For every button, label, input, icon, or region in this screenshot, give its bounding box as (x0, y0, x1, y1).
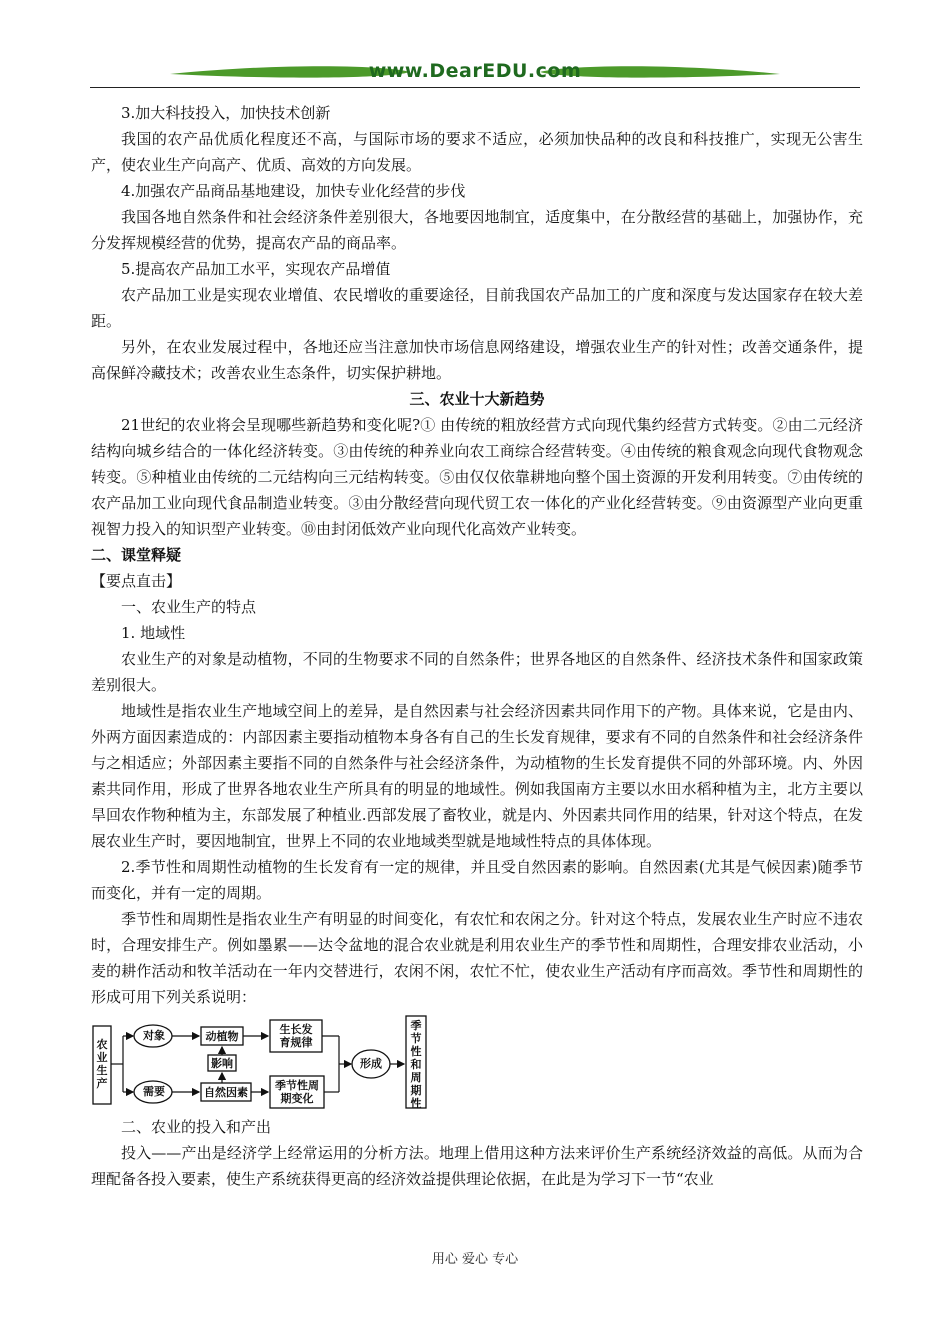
paragraph: 21世纪的农业将会呈现哪些新趋势和变化呢?① 由传统的粗放经营方式向现代集约经营方式转变。②由二元经济结构向城乡结合的一体化经济转变。③由传统的种养业向农工商综合经营转变。④由传统的粮食观念向现代食物观念转变。⑤种植业由传统的二元结构向三元结构转变。⑤由仅仅依靠耕地向整个国土资源的开发利用转变。⑦由传统的农产品加工业向现代食品制造业转变。③由分散经营向现代贸工农一体化的产业化经营转变。⑨由资源型产业向更重视智力投入的知识型产业转变。⑩由封闭低效产业向现代化高效产业转变。 (91, 416, 863, 538)
diagram-form-label: 形成 (360, 1057, 382, 1070)
paragraph: 投入——产出是经济学上经常运用的分析方法。地理上借用这种方法来评价生产系统经济效益的高低。从而为合理配备各投入要素，使生产系统获得更高的经济效益提供理论依据，在此是为学习下一节“农业 (91, 1144, 863, 1188)
paragraph: 另外，在农业发展过程中，各地还应当注意加快市场信息网络建设，增强农业生产的针对性；改善交通条件，提高保鲜冷藏技术；改善农业生态条件，切实保护耕地。 (91, 338, 863, 382)
paragraph: 地域性是指农业生产地域空间上的差异，是自然因素与社会经济因素共同作用下的产物。具体来说，它是由内、外两方面因素造成的：内部因素主要指动植物本身各有自己的生长发育规律，要求有不同的自然条件和社会经济条件与之相适应；外部因素主要指不同的自然条件与社会经济条件，为动植物的生长发育提供不同的外部环境。内、外因素共同作用，形成了世界各地农业生产所具有的明显的地域性。例如我国南方主要以水田水稻种植为主，北方主要以旱回农作物种植为主，东部发展了种植业.西部发展了畜牧业，就是内、外因素共同作用的结果，针对这个特点，在发展农业生产时，要因地制宜，世界上不同的农业地域类型就是地域性特点的具体体现。 (91, 702, 863, 850)
subheading-features: 一、农业生产的特点 (121, 598, 257, 616)
heading-processing: 5.提高农产品加工水平，实现农产品增值 (121, 260, 391, 278)
paragraph: 我国的农产品优质化程度还不高，与国际市场的要求不适应，必须加快品种的改良和科技推广，实现无公害生产，使农业生产向高产、优质、高效的方向发展。 (91, 130, 863, 174)
heading-tech: 3.加大科技投入，加快技术创新 (121, 104, 331, 122)
seasonality-diagram (91, 1014, 863, 1110)
diagram-plants-label: 动植物 (205, 1030, 239, 1043)
diagram-object-label: 对象 (143, 1029, 165, 1042)
section-title-class: 二、课堂释疑 (91, 546, 182, 564)
header-divider (90, 87, 860, 88)
diagram-seasonal-change-label: 季节性周期变化 (275, 1079, 319, 1105)
page-footer: 用心 爱心 专心 (431, 1252, 519, 1267)
section-title-trends: 三、农业十大新趋势 (409, 390, 545, 408)
subheading-input-output: 二、农业的投入和产出 (121, 1118, 272, 1136)
paragraph: 农业生产的对象是动植物，不同的生物要求不同的自然条件；世界各地区的自然条件、经济技术条件和国家政策差别很大。 (91, 650, 863, 694)
diagram-influence-label: 影响 (211, 1057, 233, 1070)
subheading-regional: 1. 地域性 (121, 624, 186, 642)
page-header (90, 54, 860, 94)
site-logo-text[interactable]: www.DearEDU.com (368, 60, 582, 82)
diagram-agri-label: 农业生产 (96, 1038, 108, 1090)
diagram-need-label: 需要 (143, 1085, 165, 1098)
diagram-result-label: 季节性和周期性 (410, 1019, 422, 1110)
diagram-growth-label: 生长发育规律 (279, 1023, 313, 1049)
paragraph: 2.季节性和周期性动植物的生长发育有一定的规律，并且受自然因素的影响。自然因素(尤其是气候因素)随季节而变化，并有一定的周期。 (91, 858, 863, 902)
document-body (91, 100, 863, 1192)
key-points-label: 【要点直击】 (91, 572, 182, 590)
diagram-natural-label: 自然因素 (204, 1086, 248, 1099)
paragraph: 季节性和周期性是指农业生产有明显的时间变化，有农忙和农闲之分。针对这个特点，发展农业生产时应不违农时，合理安排生产。例如墨累——达令盆地的混合农业就是利用农业生产的季节性和周期性，合理安排农业活动，小麦的耕作活动和牧羊活动在一年内交替进行，农闲不闲，农忙不忙，使农业生产活动有序而高效。季节性和周期性的形成可用下列关系说明： (91, 910, 863, 1006)
paragraph: 我国各地自然条件和社会经济条件差别很大，各地要因地制宜，适度集中，在分散经营的基础上，加强协作，充分发挥规模经营的优势，提高农产品的商品率。 (91, 208, 863, 252)
paragraph: 农产品加工业是实现农业增值、农民增收的重要途径，目前我国农产品加工的广度和深度与发达国家存在较大差距。 (91, 286, 863, 330)
heading-base: 4.加强农产品商品基地建设，加快专业化经营的步伐 (121, 182, 466, 200)
